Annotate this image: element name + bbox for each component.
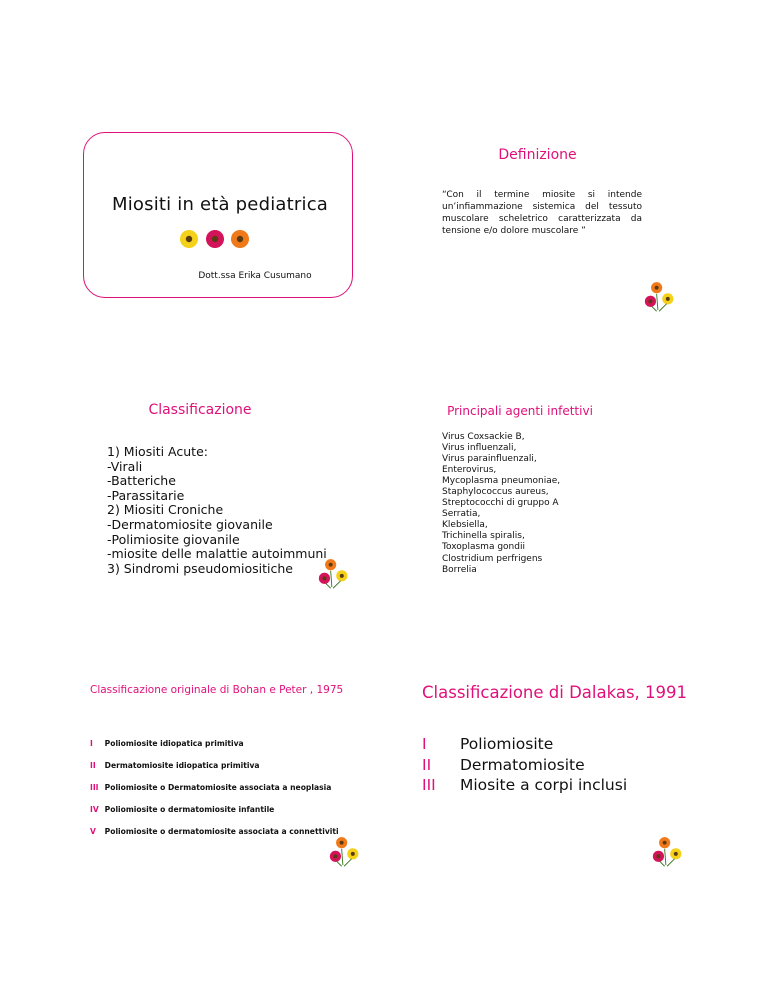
list-item: 1) Miositi Acute: <box>107 444 208 459</box>
bohan-peter-list <box>90 739 339 849</box>
bohan-peter-title: Classificazione originale di Bohan e Peter , 1975 <box>90 684 344 696</box>
list-item: V Poliomiosite o dermatomiosite associata a connettiviti <box>90 827 339 836</box>
list-item: Klebsiella, <box>442 520 488 531</box>
flower-bouquet-icon <box>317 556 353 590</box>
list-item: Trichinella spiralis, <box>442 531 525 542</box>
flower-bouquet-icon <box>643 279 679 313</box>
author-name: Dott.ssa Erika Cusumano <box>198 271 312 281</box>
list-item: -Virali <box>107 458 143 474</box>
list-item: Staphylococcus aureus, <box>442 487 549 498</box>
list-item: Mycoplasma pneumoniae, <box>442 476 561 487</box>
list-item: Borrelia <box>442 564 477 575</box>
list-item: -Batteriche <box>107 473 176 489</box>
list-item: -miosite delle malattie autoimmuni <box>107 546 327 562</box>
gerbera-flowers-icon <box>176 227 254 251</box>
list-item: Clostridium perfrigens <box>442 553 543 564</box>
list-item: II Dermatomiosite <box>422 755 585 774</box>
list-item: IV Poliomiosite o dermatomiosite infantile <box>90 805 275 814</box>
dalakas-list <box>422 734 627 796</box>
classification-title: Classificazione <box>148 402 252 418</box>
definition-text: “Con il termine miosite si intende un’infiammazione sistemica del tessuto muscolare scheletrico caratterizzata da tensione e/o dolore muscolare ” <box>442 190 642 236</box>
list-item: Virus parainfluenzali, <box>442 454 537 465</box>
list-item: Streptococchi di gruppo A <box>442 498 559 509</box>
list-item: 2) Miositi Croniche <box>107 502 224 518</box>
list-item: III Miosite a corpi inclusi <box>422 776 628 795</box>
classification-list <box>107 445 327 576</box>
list-item: III Poliomiosite o Dermatomiosite associata a neoplasia <box>90 783 332 792</box>
dalakas-title: Classificazione di Dalakas, 1991 <box>422 683 688 702</box>
agents-list <box>442 432 560 576</box>
list-item: -Polimiosite giovanile <box>107 531 240 547</box>
list-item: Enterovirus, <box>442 465 497 476</box>
list-item: I Poliomiosite idiopatica primitiva <box>90 739 244 748</box>
agents-title: Principali agenti infettivi <box>447 404 593 418</box>
list-item: -Parassitarie <box>107 487 185 503</box>
list-item: Toxoplasma gondii <box>442 542 525 553</box>
flower-bouquet-icon <box>328 834 364 868</box>
list-item: Virus Coxsackie B, <box>442 432 525 442</box>
definition-title: Definizione <box>498 147 577 163</box>
presentation-title: Miositi in età pediatrica <box>111 194 329 215</box>
list-item: -Dermatomiosite giovanile <box>107 516 273 532</box>
list-item: II Dermatomiosite idiopatica primitiva <box>90 761 260 770</box>
list-item: Virus influenzali, <box>442 443 517 454</box>
list-item: I Poliomiosite <box>422 735 554 753</box>
flower-bouquet-icon <box>651 834 687 868</box>
list-item: Serratia, <box>442 509 481 520</box>
list-item: 3) Sindromi pseudomiositiche <box>107 560 293 576</box>
